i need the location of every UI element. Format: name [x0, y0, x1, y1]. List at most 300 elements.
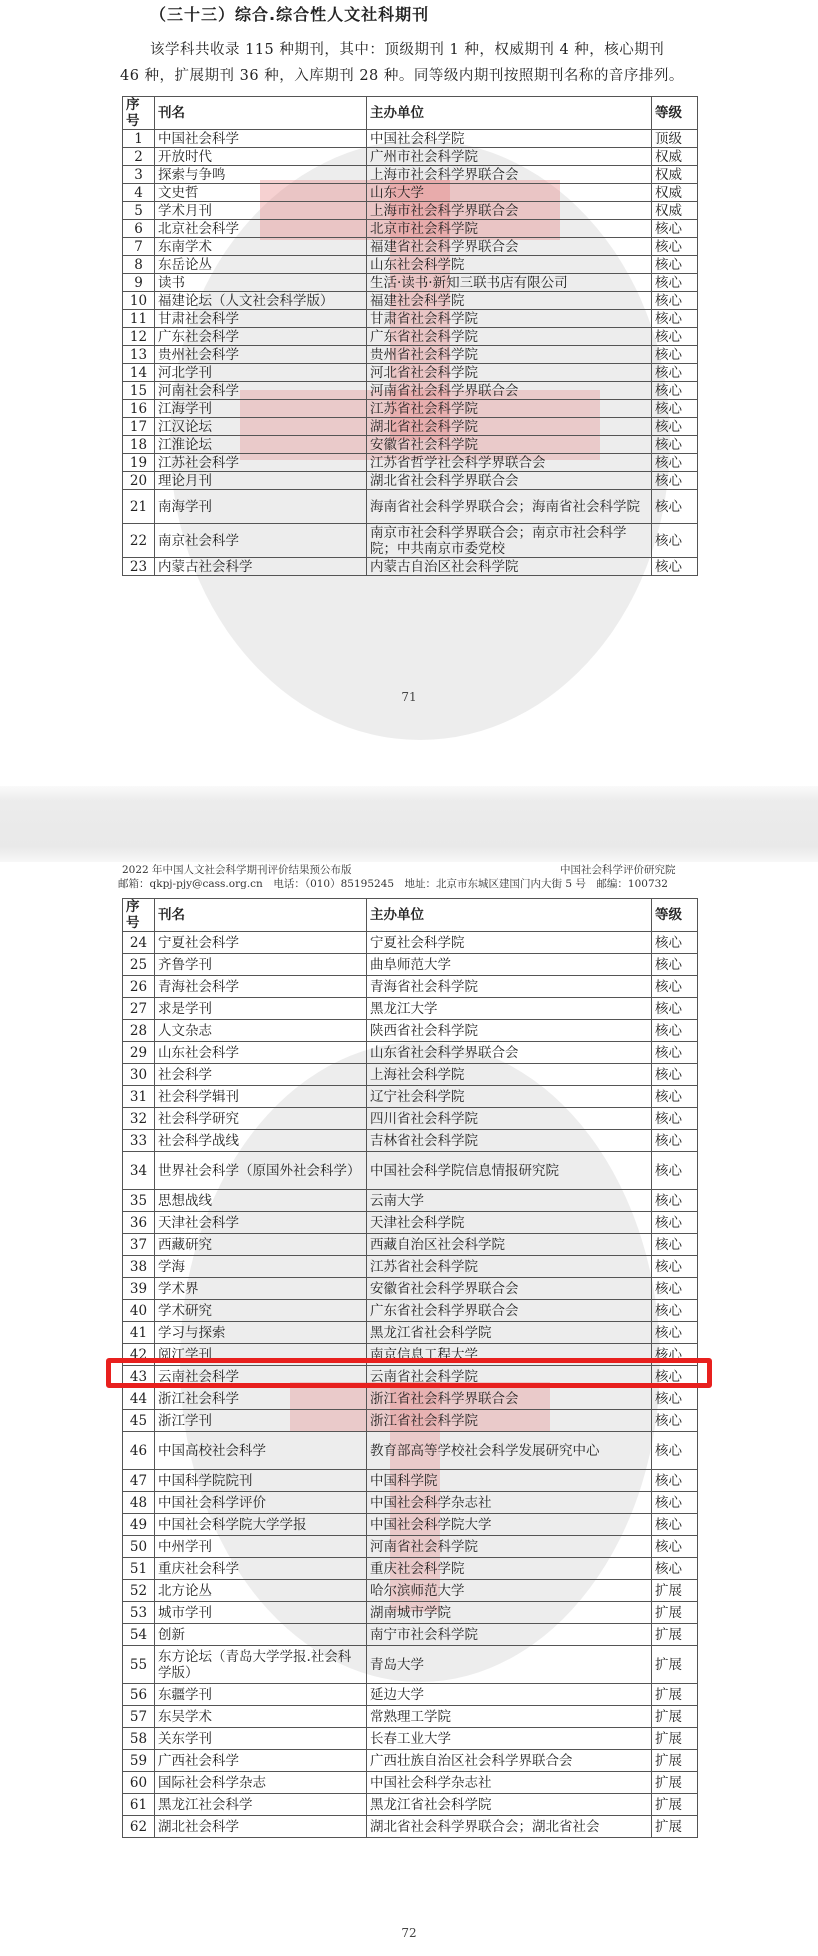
journal-name: 世界社会科学（原国外社会科学）	[155, 1152, 367, 1190]
journal-level: 核心	[652, 1322, 698, 1344]
journal-level: 顶级	[652, 130, 698, 148]
journal-name: 关东学刊	[155, 1728, 367, 1750]
document-page-71	[0, 0, 818, 786]
sponsor-name: 南京信息工程大学	[367, 1344, 652, 1366]
sponsor-name: 宁夏社会科学院	[367, 932, 652, 954]
row-number: 49	[123, 1514, 155, 1536]
journal-name: 求是学刊	[155, 998, 367, 1020]
row-number: 41	[123, 1322, 155, 1344]
table-row	[123, 1602, 698, 1624]
journal-name: 江海学刊	[155, 400, 367, 418]
table-row	[123, 454, 698, 472]
journal-name: 江淮论坛	[155, 436, 367, 454]
header-sponsor: 主办单位	[367, 97, 652, 130]
row-number: 45	[123, 1410, 155, 1432]
header-journal: 刊名	[155, 899, 367, 932]
row-number: 34	[123, 1152, 155, 1190]
table-row	[123, 490, 698, 524]
journal-level: 核心	[652, 1470, 698, 1492]
journal-name: 宁夏社会科学	[155, 932, 367, 954]
journal-name: 中国社会科学院大学学报	[155, 1514, 367, 1536]
table-row	[123, 328, 698, 346]
table-row	[123, 238, 698, 256]
sponsor-name: 黑龙江省社会科学院	[367, 1322, 652, 1344]
journal-level: 核心	[652, 1234, 698, 1256]
row-number: 12	[123, 328, 155, 346]
sponsor-name: 辽宁社会科学院	[367, 1086, 652, 1108]
row-number: 17	[123, 418, 155, 436]
table-row	[123, 1366, 698, 1388]
table-row	[123, 1064, 698, 1086]
row-number: 11	[123, 310, 155, 328]
journal-name: 云南社会科学	[155, 1366, 367, 1388]
row-number: 44	[123, 1388, 155, 1410]
journal-name: 学术研究	[155, 1300, 367, 1322]
sponsor-name: 黑龙江大学	[367, 998, 652, 1020]
journal-name: 读书	[155, 274, 367, 292]
journal-name: 贵州社会科学	[155, 346, 367, 364]
journal-name: 开放时代	[155, 148, 367, 166]
journal-name: 广西社会科学	[155, 1750, 367, 1772]
sponsor-name: 福建社会科学院	[367, 292, 652, 310]
sponsor-name: 中国社会科学院	[367, 130, 652, 148]
row-number: 3	[123, 166, 155, 184]
document-page-72	[0, 862, 818, 1956]
journal-name: 中国社会科学评价	[155, 1492, 367, 1514]
table-row	[123, 1706, 698, 1728]
table-row	[123, 364, 698, 382]
journal-level: 核心	[652, 1432, 698, 1470]
row-number: 7	[123, 238, 155, 256]
sponsor-name: 山东省社会科学界联合会	[367, 1042, 652, 1064]
sponsor-name: 海南省社会科学界联合会；海南省社会科学院	[367, 490, 652, 524]
institute-name: 中国社会科学评价研究院	[560, 864, 676, 876]
sponsor-name: 西藏自治区社会科学院	[367, 1234, 652, 1256]
row-number: 6	[123, 220, 155, 238]
journal-name: 湖北社会科学	[155, 1816, 367, 1838]
table-row	[123, 1514, 698, 1536]
table-row	[123, 1470, 698, 1492]
journal-level: 核心	[652, 1256, 698, 1278]
row-number: 27	[123, 998, 155, 1020]
row-number: 30	[123, 1064, 155, 1086]
journal-name: 西藏研究	[155, 1234, 367, 1256]
table-row	[123, 1492, 698, 1514]
sponsor-name: 哈尔滨师范大学	[367, 1580, 652, 1602]
table-row	[123, 976, 698, 998]
table-row	[123, 1322, 698, 1344]
sponsor-name: 上海市社会科学界联合会	[367, 166, 652, 184]
journal-level: 核心	[652, 976, 698, 998]
sponsor-name: 中国社会科学杂志社	[367, 1492, 652, 1514]
sponsor-name: 云南省社会科学院	[367, 1366, 652, 1388]
table-row	[123, 418, 698, 436]
journal-level: 扩展	[652, 1624, 698, 1646]
table-row	[123, 1042, 698, 1064]
page-number: 72	[401, 1926, 417, 1940]
sponsor-name: 河南省社会科学院	[367, 1536, 652, 1558]
row-number: 57	[123, 1706, 155, 1728]
header-sponsor: 主办单位	[367, 899, 652, 932]
table-row	[123, 1086, 698, 1108]
table-row	[123, 932, 698, 954]
journal-name: 东疆学刊	[155, 1684, 367, 1706]
table-row	[123, 1130, 698, 1152]
journal-level: 核心	[652, 1492, 698, 1514]
journal-level: 核心	[652, 1190, 698, 1212]
row-number: 29	[123, 1042, 155, 1064]
table-row	[123, 558, 698, 576]
journal-name: 天津社会科学	[155, 1212, 367, 1234]
journal-level: 核心	[652, 490, 698, 524]
table-row	[123, 1256, 698, 1278]
journal-name: 阅江学刊	[155, 1344, 367, 1366]
table-row	[123, 166, 698, 184]
sponsor-name: 湖北省社会科学界联合会	[367, 472, 652, 490]
journal-name: 中国科学院院刊	[155, 1470, 367, 1492]
sponsor-name: 福建省社会科学界联合会	[367, 238, 652, 256]
journal-level: 扩展	[652, 1794, 698, 1816]
journal-name: 南京社会科学	[155, 524, 367, 558]
row-number: 42	[123, 1344, 155, 1366]
row-number: 10	[123, 292, 155, 310]
journal-level: 权威	[652, 202, 698, 220]
table-row	[123, 1300, 698, 1322]
row-number: 18	[123, 436, 155, 454]
row-number: 43	[123, 1366, 155, 1388]
sponsor-name: 生活·读书·新知三联书店有限公司	[367, 274, 652, 292]
journal-name: 青海社会科学	[155, 976, 367, 998]
journal-name: 福建论坛（人文社会科学版）	[155, 292, 367, 310]
sponsor-name: 江苏省社会科学院	[367, 400, 652, 418]
journal-name: 南海学刊	[155, 490, 367, 524]
journal-level: 核心	[652, 1152, 698, 1190]
journal-level: 核心	[652, 1410, 698, 1432]
journal-level: 扩展	[652, 1706, 698, 1728]
table-row	[123, 954, 698, 976]
row-number: 39	[123, 1278, 155, 1300]
table-row	[123, 202, 698, 220]
row-number: 47	[123, 1470, 155, 1492]
table-row	[123, 1190, 698, 1212]
row-number: 1	[123, 130, 155, 148]
journal-level: 核心	[652, 256, 698, 274]
sponsor-name: 常熟理工学院	[367, 1706, 652, 1728]
sponsor-name: 江苏省社会科学院	[367, 1256, 652, 1278]
journal-level: 扩展	[652, 1580, 698, 1602]
sponsor-name: 甘肃省社会科学院	[367, 310, 652, 328]
header-level: 等级	[652, 899, 698, 932]
journal-name: 社会科学研究	[155, 1108, 367, 1130]
row-number: 60	[123, 1772, 155, 1794]
table-header-row	[123, 899, 698, 932]
journal-level: 核心	[652, 1086, 698, 1108]
row-number: 54	[123, 1624, 155, 1646]
sponsor-name: 河南省社会科学界联合会	[367, 382, 652, 400]
table-row	[123, 1646, 698, 1684]
journal-level: 核心	[652, 954, 698, 976]
journal-level: 核心	[652, 418, 698, 436]
journal-name: 文史哲	[155, 184, 367, 202]
journal-level: 核心	[652, 274, 698, 292]
row-number: 26	[123, 976, 155, 998]
journal-level: 核心	[652, 558, 698, 576]
sponsor-name: 重庆社会科学院	[367, 1558, 652, 1580]
journal-level: 扩展	[652, 1772, 698, 1794]
sponsor-name: 吉林省社会科学院	[367, 1130, 652, 1152]
journal-level: 核心	[652, 292, 698, 310]
header-number: 序号	[123, 97, 155, 130]
row-number: 5	[123, 202, 155, 220]
table-row	[123, 1750, 698, 1772]
table-row	[123, 1152, 698, 1190]
journal-name: 浙江社会科学	[155, 1388, 367, 1410]
report-title: 2022 年中国人文社会科学期刊评价结果预公布版	[122, 864, 352, 876]
table-row	[123, 1432, 698, 1470]
sponsor-name: 浙江省社会科学院	[367, 1410, 652, 1432]
table-row	[123, 130, 698, 148]
journal-table	[122, 898, 698, 1838]
table-row	[123, 1624, 698, 1646]
row-number: 52	[123, 1580, 155, 1602]
header-journal: 刊名	[155, 97, 367, 130]
table-row	[123, 1772, 698, 1794]
row-number: 36	[123, 1212, 155, 1234]
row-number: 20	[123, 472, 155, 490]
journal-name: 创新	[155, 1624, 367, 1646]
journal-level: 核心	[652, 310, 698, 328]
table-row	[123, 400, 698, 418]
journal-name: 思想战线	[155, 1190, 367, 1212]
sponsor-name: 湖北省社会科学界联合会；湖北省社会	[367, 1816, 652, 1838]
journal-level: 核心	[652, 524, 698, 558]
row-number: 22	[123, 524, 155, 558]
row-number: 59	[123, 1750, 155, 1772]
row-number: 38	[123, 1256, 155, 1278]
journal-name: 河北学刊	[155, 364, 367, 382]
sponsor-name: 广东省社会科学界联合会	[367, 1300, 652, 1322]
table-row	[123, 310, 698, 328]
journal-name: 黑龙江社会科学	[155, 1794, 367, 1816]
sponsor-name: 中国社会科学院信息情报研究院	[367, 1152, 652, 1190]
table-row	[123, 1388, 698, 1410]
journal-name: 内蒙古社会科学	[155, 558, 367, 576]
journal-name: 东吴学术	[155, 1706, 367, 1728]
sponsor-name: 上海社会科学院	[367, 1064, 652, 1086]
journal-level: 核心	[652, 1042, 698, 1064]
table-row	[123, 524, 698, 558]
row-number: 62	[123, 1816, 155, 1838]
journal-name: 学术月刊	[155, 202, 367, 220]
sponsor-name: 江苏省哲学社会科学界联合会	[367, 454, 652, 472]
journal-level: 核心	[652, 382, 698, 400]
table-row	[123, 1212, 698, 1234]
journal-level: 扩展	[652, 1646, 698, 1684]
journal-name: 中州学刊	[155, 1536, 367, 1558]
row-number: 23	[123, 558, 155, 576]
journal-name: 中国高校社会科学	[155, 1432, 367, 1470]
sponsor-name: 中国科学院	[367, 1470, 652, 1492]
table-row	[123, 1728, 698, 1750]
journal-name: 城市学刊	[155, 1602, 367, 1624]
row-number: 55	[123, 1646, 155, 1684]
journal-name: 理论月刊	[155, 472, 367, 490]
journal-name: 社会科学	[155, 1064, 367, 1086]
row-number: 31	[123, 1086, 155, 1108]
sponsor-name: 广州市社会科学院	[367, 148, 652, 166]
table-row	[123, 1234, 698, 1256]
table-row	[123, 472, 698, 490]
journal-level: 核心	[652, 1536, 698, 1558]
table-row	[123, 256, 698, 274]
row-number: 51	[123, 1558, 155, 1580]
row-number: 25	[123, 954, 155, 976]
table-row	[123, 274, 698, 292]
journal-table	[122, 96, 698, 576]
row-number: 16	[123, 400, 155, 418]
sponsor-name: 云南大学	[367, 1190, 652, 1212]
journal-level: 核心	[652, 472, 698, 490]
journal-level: 权威	[652, 166, 698, 184]
row-number: 9	[123, 274, 155, 292]
sponsor-name: 山东大学	[367, 184, 652, 202]
row-number: 56	[123, 1684, 155, 1706]
sponsor-name: 贵州省社会科学院	[367, 346, 652, 364]
journal-level: 核心	[652, 1344, 698, 1366]
sponsor-name: 湖南城市学院	[367, 1602, 652, 1624]
table-row	[123, 1794, 698, 1816]
table-row	[123, 1816, 698, 1838]
sponsor-name: 安徽省社会科学院	[367, 436, 652, 454]
sponsor-name: 南宁市社会科学院	[367, 1624, 652, 1646]
contact-line: 邮箱：qkpj-pjy@cass.org.cn 电话：（010）85195245 地址：北京市东城区建国门内大街 5 号 邮编：100732	[118, 878, 668, 890]
sponsor-name: 四川省社会科学院	[367, 1108, 652, 1130]
table-row	[123, 220, 698, 238]
table-row	[123, 382, 698, 400]
journal-level: 核心	[652, 364, 698, 382]
journal-name: 重庆社会科学	[155, 1558, 367, 1580]
journal-level: 扩展	[652, 1684, 698, 1706]
journal-level: 权威	[652, 184, 698, 202]
journal-level: 核心	[652, 1108, 698, 1130]
journal-name: 社会科学辑刊	[155, 1086, 367, 1108]
row-number: 8	[123, 256, 155, 274]
journal-level: 核心	[652, 998, 698, 1020]
sponsor-name: 上海市社会科学界联合会	[367, 202, 652, 220]
sponsor-name: 教育部高等学校社会科学发展研究中心	[367, 1432, 652, 1470]
row-number: 40	[123, 1300, 155, 1322]
journal-name: 山东社会科学	[155, 1042, 367, 1064]
sponsor-name: 浙江省社会科学界联合会	[367, 1388, 652, 1410]
table-row	[123, 184, 698, 202]
journal-level: 核心	[652, 238, 698, 256]
header-level: 等级	[652, 97, 698, 130]
row-number: 61	[123, 1794, 155, 1816]
sponsor-name: 安徽省社会科学界联合会	[367, 1278, 652, 1300]
row-number: 24	[123, 932, 155, 954]
table-row	[123, 1278, 698, 1300]
journal-level: 核心	[652, 1388, 698, 1410]
journal-name: 北京社会科学	[155, 220, 367, 238]
table-row	[123, 1020, 698, 1042]
row-number: 19	[123, 454, 155, 472]
row-number: 35	[123, 1190, 155, 1212]
journal-level: 核心	[652, 1558, 698, 1580]
row-number: 14	[123, 364, 155, 382]
journal-name: 社会科学战线	[155, 1130, 367, 1152]
journal-level: 核心	[652, 454, 698, 472]
journal-name: 甘肃社会科学	[155, 310, 367, 328]
journal-name: 学习与探索	[155, 1322, 367, 1344]
sponsor-name: 广东省社会科学院	[367, 328, 652, 346]
table-row	[123, 1344, 698, 1366]
sponsor-name: 青海省社会科学院	[367, 976, 652, 998]
journal-level: 扩展	[652, 1816, 698, 1838]
sponsor-name: 南京市社会科学界联合会；南京市社会科学院；中共南京市委党校	[367, 524, 652, 558]
sponsor-name: 中国社会科学院大学	[367, 1514, 652, 1536]
table-row	[123, 1580, 698, 1602]
row-number: 13	[123, 346, 155, 364]
journal-level: 核心	[652, 220, 698, 238]
intro-line-1: 该学科共收录 115 种期刊，其中：顶级期刊 1 种，权威期刊 4 种，核心期刊	[150, 42, 665, 58]
journal-name: 中国社会科学	[155, 130, 367, 148]
table-header-row	[123, 97, 698, 130]
sponsor-name: 曲阜师范大学	[367, 954, 652, 976]
sponsor-name: 天津社会科学院	[367, 1212, 652, 1234]
sponsor-name: 青岛大学	[367, 1646, 652, 1684]
table-row	[123, 292, 698, 310]
journal-name: 东方论坛（青岛大学学报.社会科学版）	[155, 1646, 367, 1684]
journal-level: 核心	[652, 1020, 698, 1042]
page-divider	[0, 786, 818, 862]
sponsor-name: 广西壮族自治区社会科学界联合会	[367, 1750, 652, 1772]
journal-level: 权威	[652, 148, 698, 166]
sponsor-name: 北京市社会科学院	[367, 220, 652, 238]
row-number: 48	[123, 1492, 155, 1514]
journal-level: 核心	[652, 1278, 698, 1300]
journal-level: 扩展	[652, 1602, 698, 1624]
journal-level: 核心	[652, 400, 698, 418]
row-number: 2	[123, 148, 155, 166]
journal-level: 核心	[652, 436, 698, 454]
journal-name: 国际社会科学杂志	[155, 1772, 367, 1794]
row-number: 15	[123, 382, 155, 400]
journal-name: 东岳论丛	[155, 256, 367, 274]
row-number: 21	[123, 490, 155, 524]
row-number: 33	[123, 1130, 155, 1152]
journal-name: 河南社会科学	[155, 382, 367, 400]
section-heading: （三十三）综合.综合性人文社科期刊	[150, 5, 430, 24]
journal-name: 江苏社会科学	[155, 454, 367, 472]
journal-name: 广东社会科学	[155, 328, 367, 346]
journal-level: 扩展	[652, 1750, 698, 1772]
journal-name: 学海	[155, 1256, 367, 1278]
sponsor-name: 延边大学	[367, 1684, 652, 1706]
sponsor-name: 长春工业大学	[367, 1728, 652, 1750]
sponsor-name: 内蒙古自治区社会科学院	[367, 558, 652, 576]
sponsor-name: 山东社会科学院	[367, 256, 652, 274]
journal-name: 北方论丛	[155, 1580, 367, 1602]
journal-level: 核心	[652, 932, 698, 954]
table-row	[123, 998, 698, 1020]
journal-name: 浙江学刊	[155, 1410, 367, 1432]
journal-level: 核心	[652, 1130, 698, 1152]
journal-level: 核心	[652, 1212, 698, 1234]
journal-level: 核心	[652, 1366, 698, 1388]
sponsor-name: 中国社会科学杂志社	[367, 1772, 652, 1794]
journal-name: 学术界	[155, 1278, 367, 1300]
row-number: 4	[123, 184, 155, 202]
